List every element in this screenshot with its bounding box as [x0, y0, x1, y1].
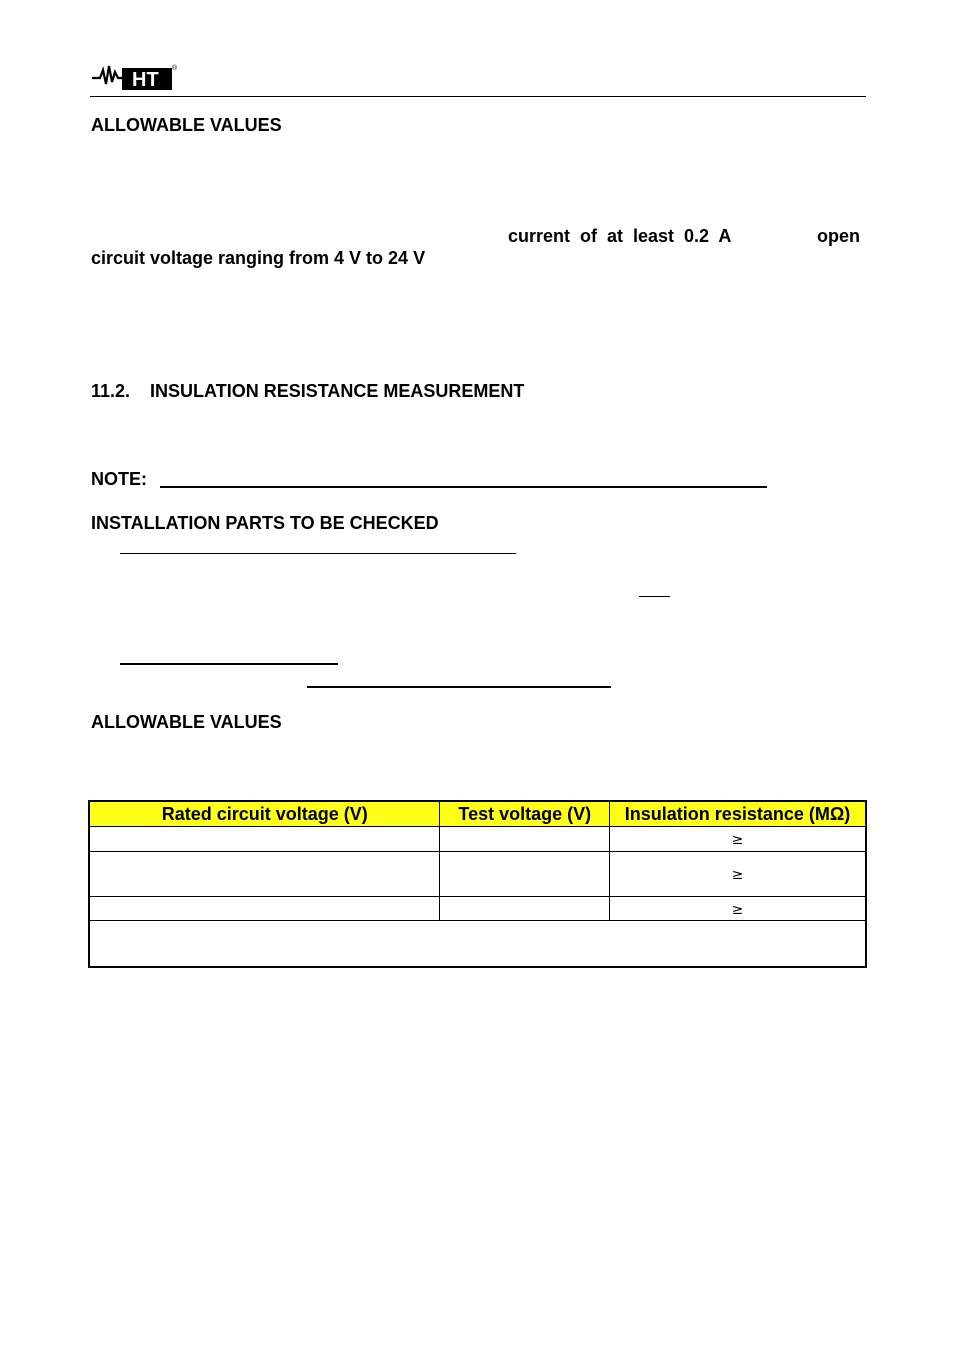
header-insulation-resistance: Insulation resistance (MΩ) [610, 801, 866, 827]
logo-registered-mark: ® [172, 65, 178, 72]
logo-text: HT [132, 69, 159, 91]
allowable-values-heading-1: ALLOWABLE VALUES [91, 115, 282, 135]
table-cell [89, 852, 440, 897]
table-row [89, 897, 866, 921]
insulation-values-table [88, 800, 867, 968]
table-note-cell [89, 921, 866, 967]
table-cell [610, 897, 866, 921]
table-cell [610, 852, 866, 897]
text-current-fragment: current of at least 0.2 A [508, 226, 732, 246]
note-label: NOTE: [91, 469, 147, 489]
table-note-row [89, 921, 866, 967]
allowable-values-heading-2: ALLOWABLE VALUES [91, 712, 282, 732]
table-cell [440, 827, 610, 852]
note-underline [160, 486, 767, 488]
underline-1 [120, 553, 516, 554]
table-cell [440, 897, 610, 921]
underline-3 [120, 663, 338, 665]
header-test-voltage: Test voltage (V) [440, 801, 610, 827]
installation-parts-heading: INSTALLATION PARTS TO BE CHECKED [91, 513, 439, 533]
greater-equal-symbol: ≥ [731, 901, 744, 918]
table-cell [610, 827, 866, 852]
greater-equal-symbol: ≥ [731, 867, 744, 883]
greater-equal-symbol: ≥ [731, 832, 744, 848]
ht-logo [92, 58, 178, 92]
table-row [89, 852, 866, 897]
text-voltage-fragment: circuit voltage ranging from 4 V to 24 V [91, 248, 426, 268]
section-heading-insulation: 11.2. INSULATION RESISTANCE MEASUREMENT [91, 381, 525, 401]
header-rated-voltage: Rated circuit voltage (V) [89, 801, 440, 827]
table-cell [89, 827, 440, 852]
table-cell [440, 852, 610, 897]
text-open-fragment: open [817, 226, 860, 246]
table-row [89, 827, 866, 852]
table-header-row [89, 801, 866, 827]
table-cell [89, 897, 440, 921]
underline-4 [307, 686, 611, 688]
underline-2 [639, 596, 670, 597]
header-rule [90, 96, 866, 97]
